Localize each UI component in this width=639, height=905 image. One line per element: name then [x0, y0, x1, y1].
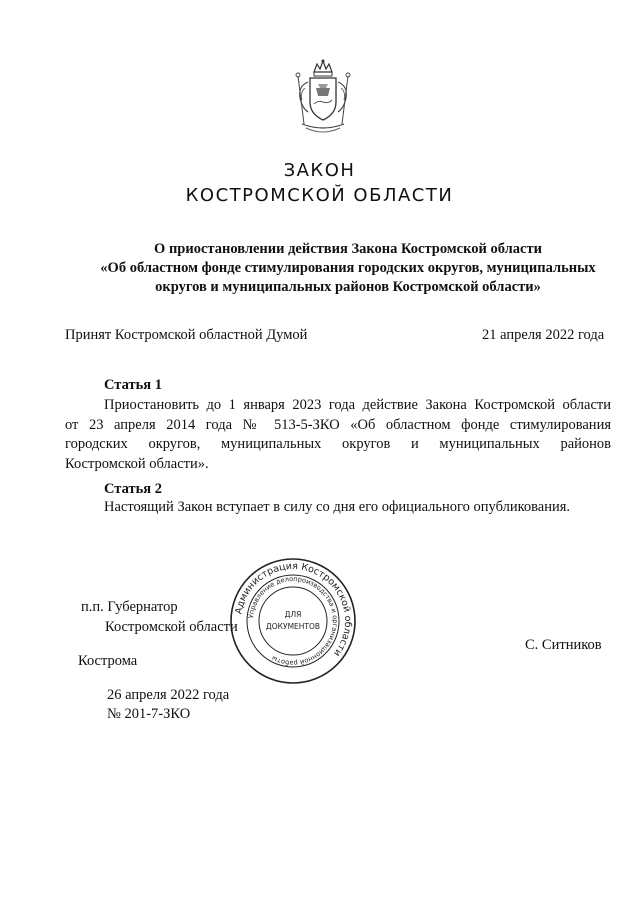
article-2-label: Статья 2: [104, 481, 162, 497]
article-2-text: [65, 498, 611, 518]
official-stamp: [229, 557, 357, 685]
stamp-center-line-1: ДЛЯ: [284, 610, 302, 619]
article-2-line: Настоящий Закон вступает в силу со дня его официального опубликования.: [104, 499, 571, 515]
article-1-line: городских округов, муниципальных округов и муниципальных районов: [65, 436, 611, 452]
article-1-line: Костромской области».: [65, 455, 209, 472]
adopted-by: Принят Костромской областной Думой: [65, 327, 308, 343]
adopted-date: 21 апреля 2022 года: [482, 327, 605, 343]
heading-line-3: округов и муниципальных районов Костромской области»: [155, 279, 541, 295]
law-number: № 201-7-ЗКО: [107, 706, 191, 722]
signatory-name: С. Ситников: [525, 637, 602, 653]
signing-date: 26 апреля 2022 года: [107, 687, 230, 703]
heading-line-1: О приостановлении действия Закона Костромской области: [154, 241, 542, 257]
law-heading: [60, 240, 636, 297]
signatory-region: Костромской области: [105, 619, 238, 635]
article-1-line: Приостановить до 1 января 2023 года действие Закона Костромской области: [104, 397, 611, 413]
stamp-inner-text: Управление делопроизводства и организационной работы: [247, 574, 340, 668]
coat-of-arms-icon: [288, 58, 358, 140]
law-region: КОСТРОМСКОЙ ОБЛАСТИ: [185, 185, 454, 206]
article-1-label: Статья 1: [104, 377, 162, 393]
signing-city: Кострома: [78, 653, 138, 669]
article-1-line: от 23 апреля 2014 года № 513-5-ЗКО «Об областном фонде стимулирования: [65, 416, 611, 433]
stamp-center-line-2: ДОКУМЕНТОВ: [265, 622, 321, 631]
signatory-position: п.п. Губернатор: [81, 599, 178, 615]
law-title: ЗАКОН: [283, 160, 356, 181]
heading-line-2: «Об областном фонде стимулирования городских округов, муниципальных: [100, 260, 596, 276]
article-1-text: [65, 396, 611, 474]
stamp-outer-text: Администрация Костромской области: [233, 560, 354, 659]
